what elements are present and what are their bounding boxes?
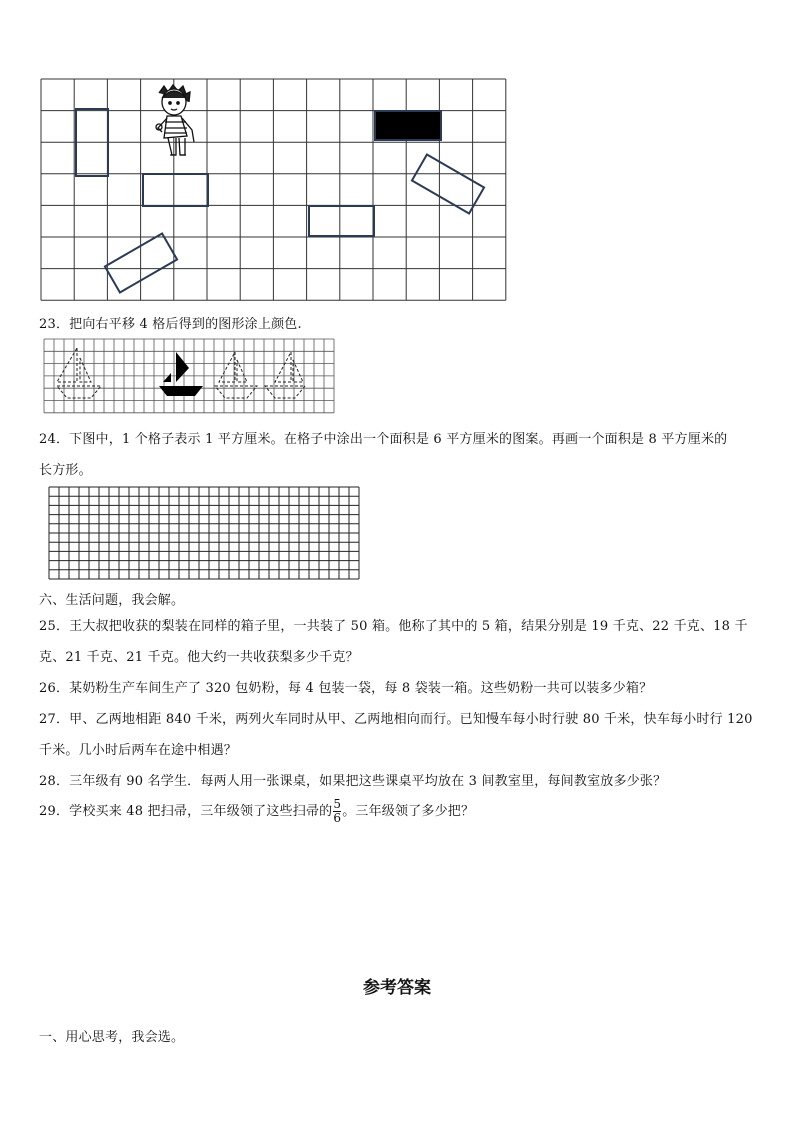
dashed-boat-sail-2 <box>219 352 235 382</box>
filled-black-rectangle <box>375 111 441 140</box>
grid-shapes-svg <box>40 78 510 302</box>
boy-figure-icon <box>156 85 194 155</box>
answers-title: 参考答案 <box>363 978 431 998</box>
dashed-boat-hull-3 <box>265 386 305 398</box>
dashed-boat-hull-1 <box>57 386 101 398</box>
answers-section-1: 一、用心思考，我会选。 <box>39 1030 185 1045</box>
fraction-numerator: 5 <box>333 797 342 811</box>
dashed-boat-hull-2 <box>215 386 257 398</box>
question-24-line-1: 24．下图中，1 个格子表示 1 平方厘米。在格子中涂出一个面积是 6 平方厘米的图案。再画一个面积是 8 平方厘米的 <box>39 432 728 447</box>
figure-area-grid <box>48 486 364 580</box>
figure-boats-grid <box>43 338 335 414</box>
question-25-line-1: 25．王大叔把收获的梨装在同样的箱子里，一共装了 50 箱。他称了其中的 5 箱，结果分别是 19 千克、22 千克、18 千 <box>39 619 748 634</box>
question-27-line-1: 27．甲、乙两地相距 840 千米，两列火车同时从甲、乙两地相向而行。已知慢车每小时行驶 80 千米，快车每小时行 120 <box>39 712 753 727</box>
question-26: 26．某奶粉生产车间生产了 320 包奶粉，每 4 包装一袋，每 8 袋装一箱。这些奶粉一共可以装多少箱？ <box>39 681 653 696</box>
tilted-rectangle-right <box>412 155 484 214</box>
fraction-denominator: 6 <box>333 811 342 825</box>
question-29-text-after: 。三年级领了多少把？ <box>342 804 475 819</box>
area-grid-svg <box>48 486 364 580</box>
question-23: 23．把向右平移 4 格后得到的图形涂上颜色. <box>39 317 302 332</box>
figure-grid-shapes <box>40 78 510 302</box>
section-6-heading: 六、生活问题，我会解。 <box>39 593 185 608</box>
fraction-five-sixths <box>333 798 341 825</box>
question-27-line-2: 千米。几小时后两车在途中相遇？ <box>39 743 238 758</box>
dashed-boat-sail-3 <box>275 352 291 382</box>
question-28: 28．三年级有 90 名学生．每两人用一张课桌，如果把这些课桌平均放在 3 间教室里，每间教室放多少张？ <box>39 774 667 789</box>
question-29-text-before: 29．学校买来 48 把扫帚，三年级领了这些扫帚的 <box>39 804 333 819</box>
rectangle-lower-middle <box>309 206 374 236</box>
question-29 <box>39 798 474 825</box>
boats-grid-svg <box>43 338 335 414</box>
rectangle-under-boy <box>143 174 208 206</box>
dashed-boat-flag-1 <box>80 358 91 382</box>
question-25-line-2: 克、21 千克、21 千克。他大约一共收获梨多少千克？ <box>39 650 359 665</box>
solid-boat-sail <box>176 352 189 382</box>
question-24-line-2: 长方形。 <box>39 463 92 478</box>
solid-boat-hull <box>159 386 203 396</box>
